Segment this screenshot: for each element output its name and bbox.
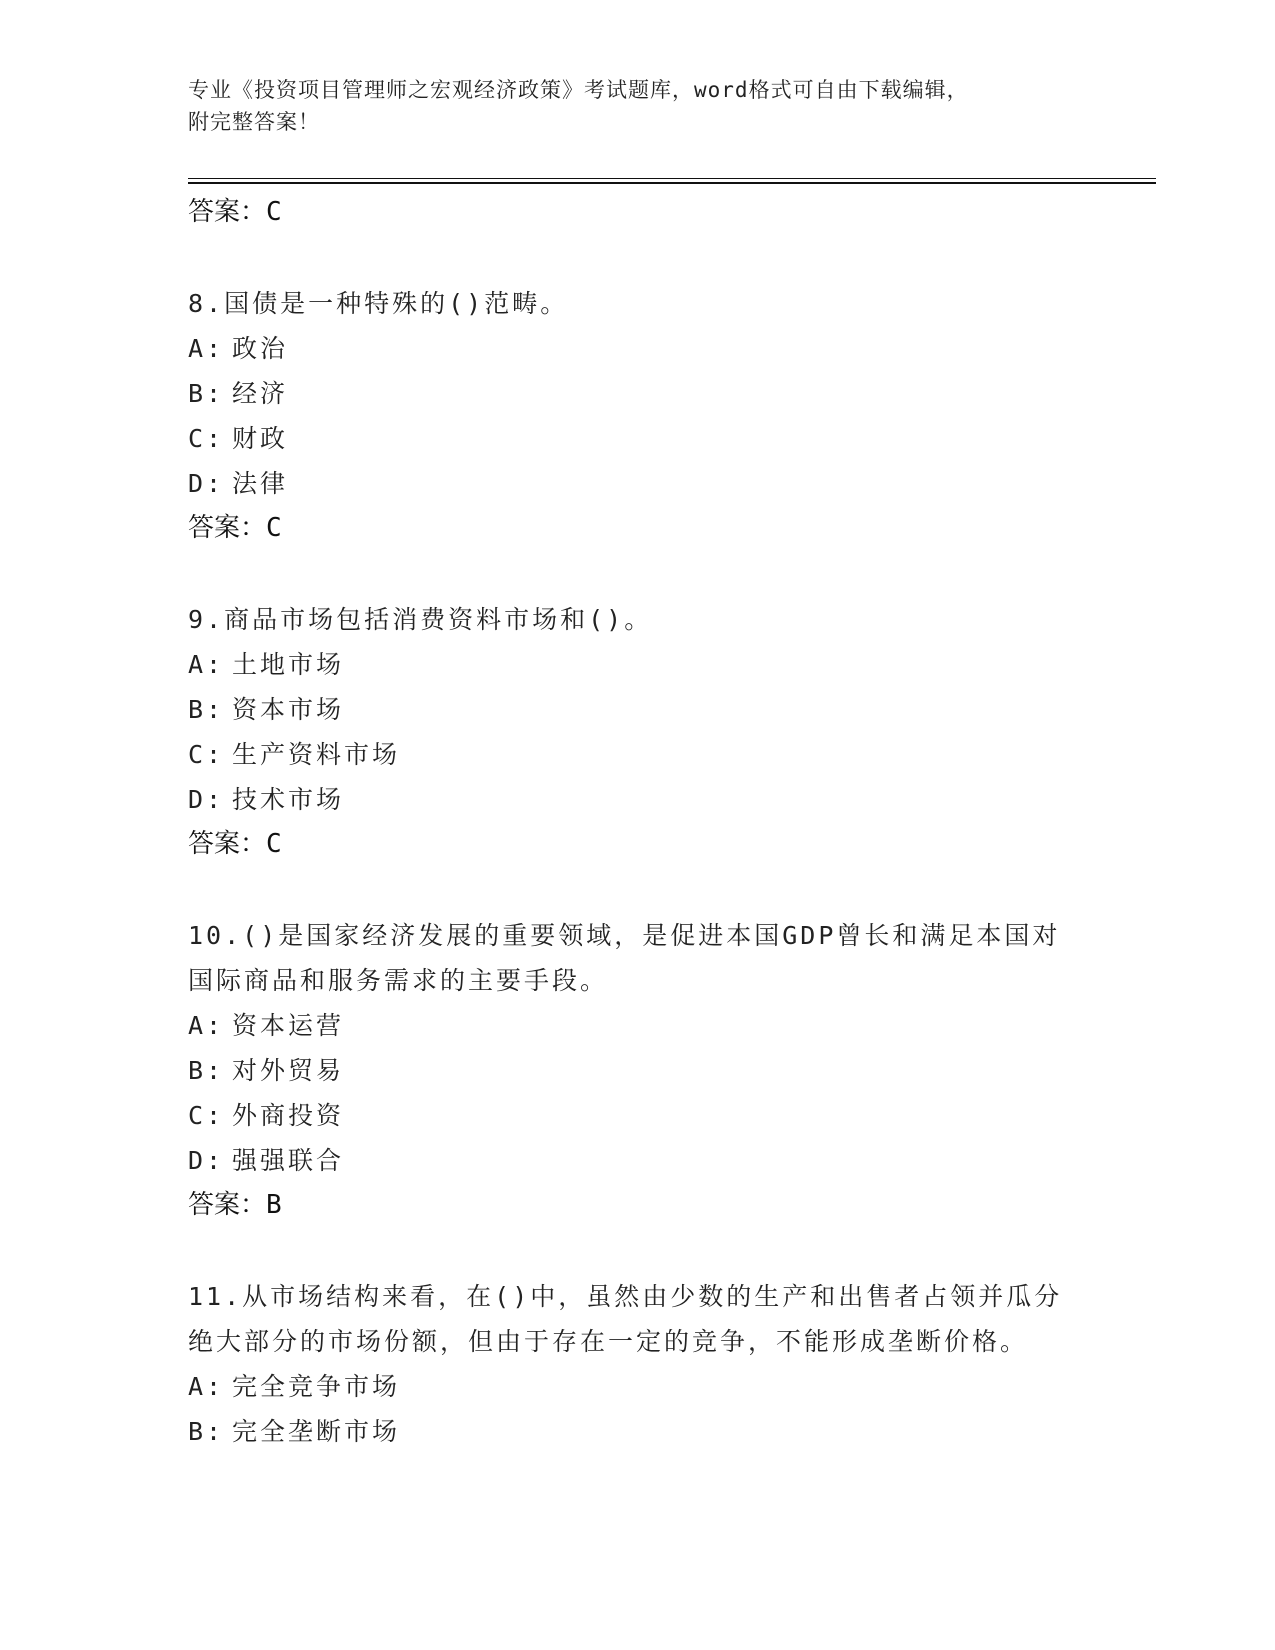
option-a xyxy=(188,326,1088,371)
question-list xyxy=(188,190,1088,1454)
answer-label: 答案： xyxy=(188,197,267,227)
question-9 xyxy=(188,597,1088,866)
option-text: 土地市场 xyxy=(232,650,345,679)
option-key: C: xyxy=(188,1101,225,1130)
option-key: A: xyxy=(188,1011,225,1040)
question-text: 10.()是国家经济发展的重要领域，是促进本国GDP曾长和满足本国对国际商品和服务需求的主要手段。 xyxy=(188,921,1061,995)
header-intro-line2: 附完整答案！ xyxy=(188,110,320,134)
option-d xyxy=(188,461,1088,506)
option-text: 法律 xyxy=(232,469,289,498)
question-text: 11.从市场结构来看，在()中，虽然由少数的生产和出售者占领并瓜分绝大部分的市场份额，但由于存在一定的竞争，不能形成垄断价格。 xyxy=(188,1282,1063,1356)
question-8 xyxy=(188,281,1088,550)
option-text: 对外贸易 xyxy=(232,1056,345,1085)
option-a xyxy=(188,1364,1088,1409)
answer-line xyxy=(188,506,1088,550)
option-text: 财政 xyxy=(232,424,289,453)
option-a xyxy=(188,642,1088,687)
option-c xyxy=(188,1093,1088,1138)
option-text: 政治 xyxy=(232,334,289,363)
option-d xyxy=(188,1138,1088,1183)
question-text: 8.国债是一种特殊的()范畴。 xyxy=(188,289,569,318)
option-key: D: xyxy=(188,785,225,814)
document-header xyxy=(188,74,1088,138)
answer-label: 答案： xyxy=(188,513,267,543)
answer-line xyxy=(188,1183,1088,1227)
option-text: 资本市场 xyxy=(232,695,345,724)
answer-value: C xyxy=(266,197,282,227)
option-b xyxy=(188,687,1088,732)
option-text: 经济 xyxy=(232,379,289,408)
option-text: 外商投资 xyxy=(232,1101,345,1130)
answer-line xyxy=(188,822,1088,866)
option-c xyxy=(188,732,1088,777)
header-rule-thick xyxy=(188,182,1156,184)
option-key: B: xyxy=(188,1056,225,1085)
option-b xyxy=(188,1048,1088,1093)
option-key: C: xyxy=(188,740,225,769)
option-a xyxy=(188,1003,1088,1048)
question-11 xyxy=(188,1274,1088,1454)
option-key: D: xyxy=(188,1146,225,1175)
option-key: A: xyxy=(188,650,225,679)
answer-line-top xyxy=(188,190,1088,234)
option-c xyxy=(188,416,1088,461)
option-text: 技术市场 xyxy=(232,785,345,814)
option-text: 生产资料市场 xyxy=(232,740,401,769)
question-10 xyxy=(188,913,1088,1227)
option-b xyxy=(188,371,1088,416)
answer-label: 答案： xyxy=(188,1190,267,1220)
answer-value: C xyxy=(266,513,282,543)
option-d xyxy=(188,777,1088,822)
option-text: 资本运营 xyxy=(232,1011,345,1040)
answer-value: C xyxy=(266,829,282,859)
option-key: B: xyxy=(188,1417,225,1446)
option-key: C: xyxy=(188,424,225,453)
option-text: 完全竞争市场 xyxy=(232,1372,401,1401)
answer-value: B xyxy=(266,1190,282,1220)
answer-label: 答案： xyxy=(188,829,267,859)
option-text: 完全垄断市场 xyxy=(232,1417,401,1446)
option-key: B: xyxy=(188,695,225,724)
option-key: A: xyxy=(188,1372,225,1401)
option-text: 强强联合 xyxy=(232,1146,345,1175)
header-intro-line1: 专业《投资项目管理师之宏观经济政策》考试题库，word格式可自由下载编辑， xyxy=(188,78,969,102)
option-b xyxy=(188,1409,1088,1454)
option-key: A: xyxy=(188,334,225,363)
question-text: 9.商品市场包括消费资料市场和()。 xyxy=(188,605,653,634)
header-rule-thin xyxy=(188,178,1156,179)
option-key: B: xyxy=(188,379,225,408)
option-key: D: xyxy=(188,469,225,498)
